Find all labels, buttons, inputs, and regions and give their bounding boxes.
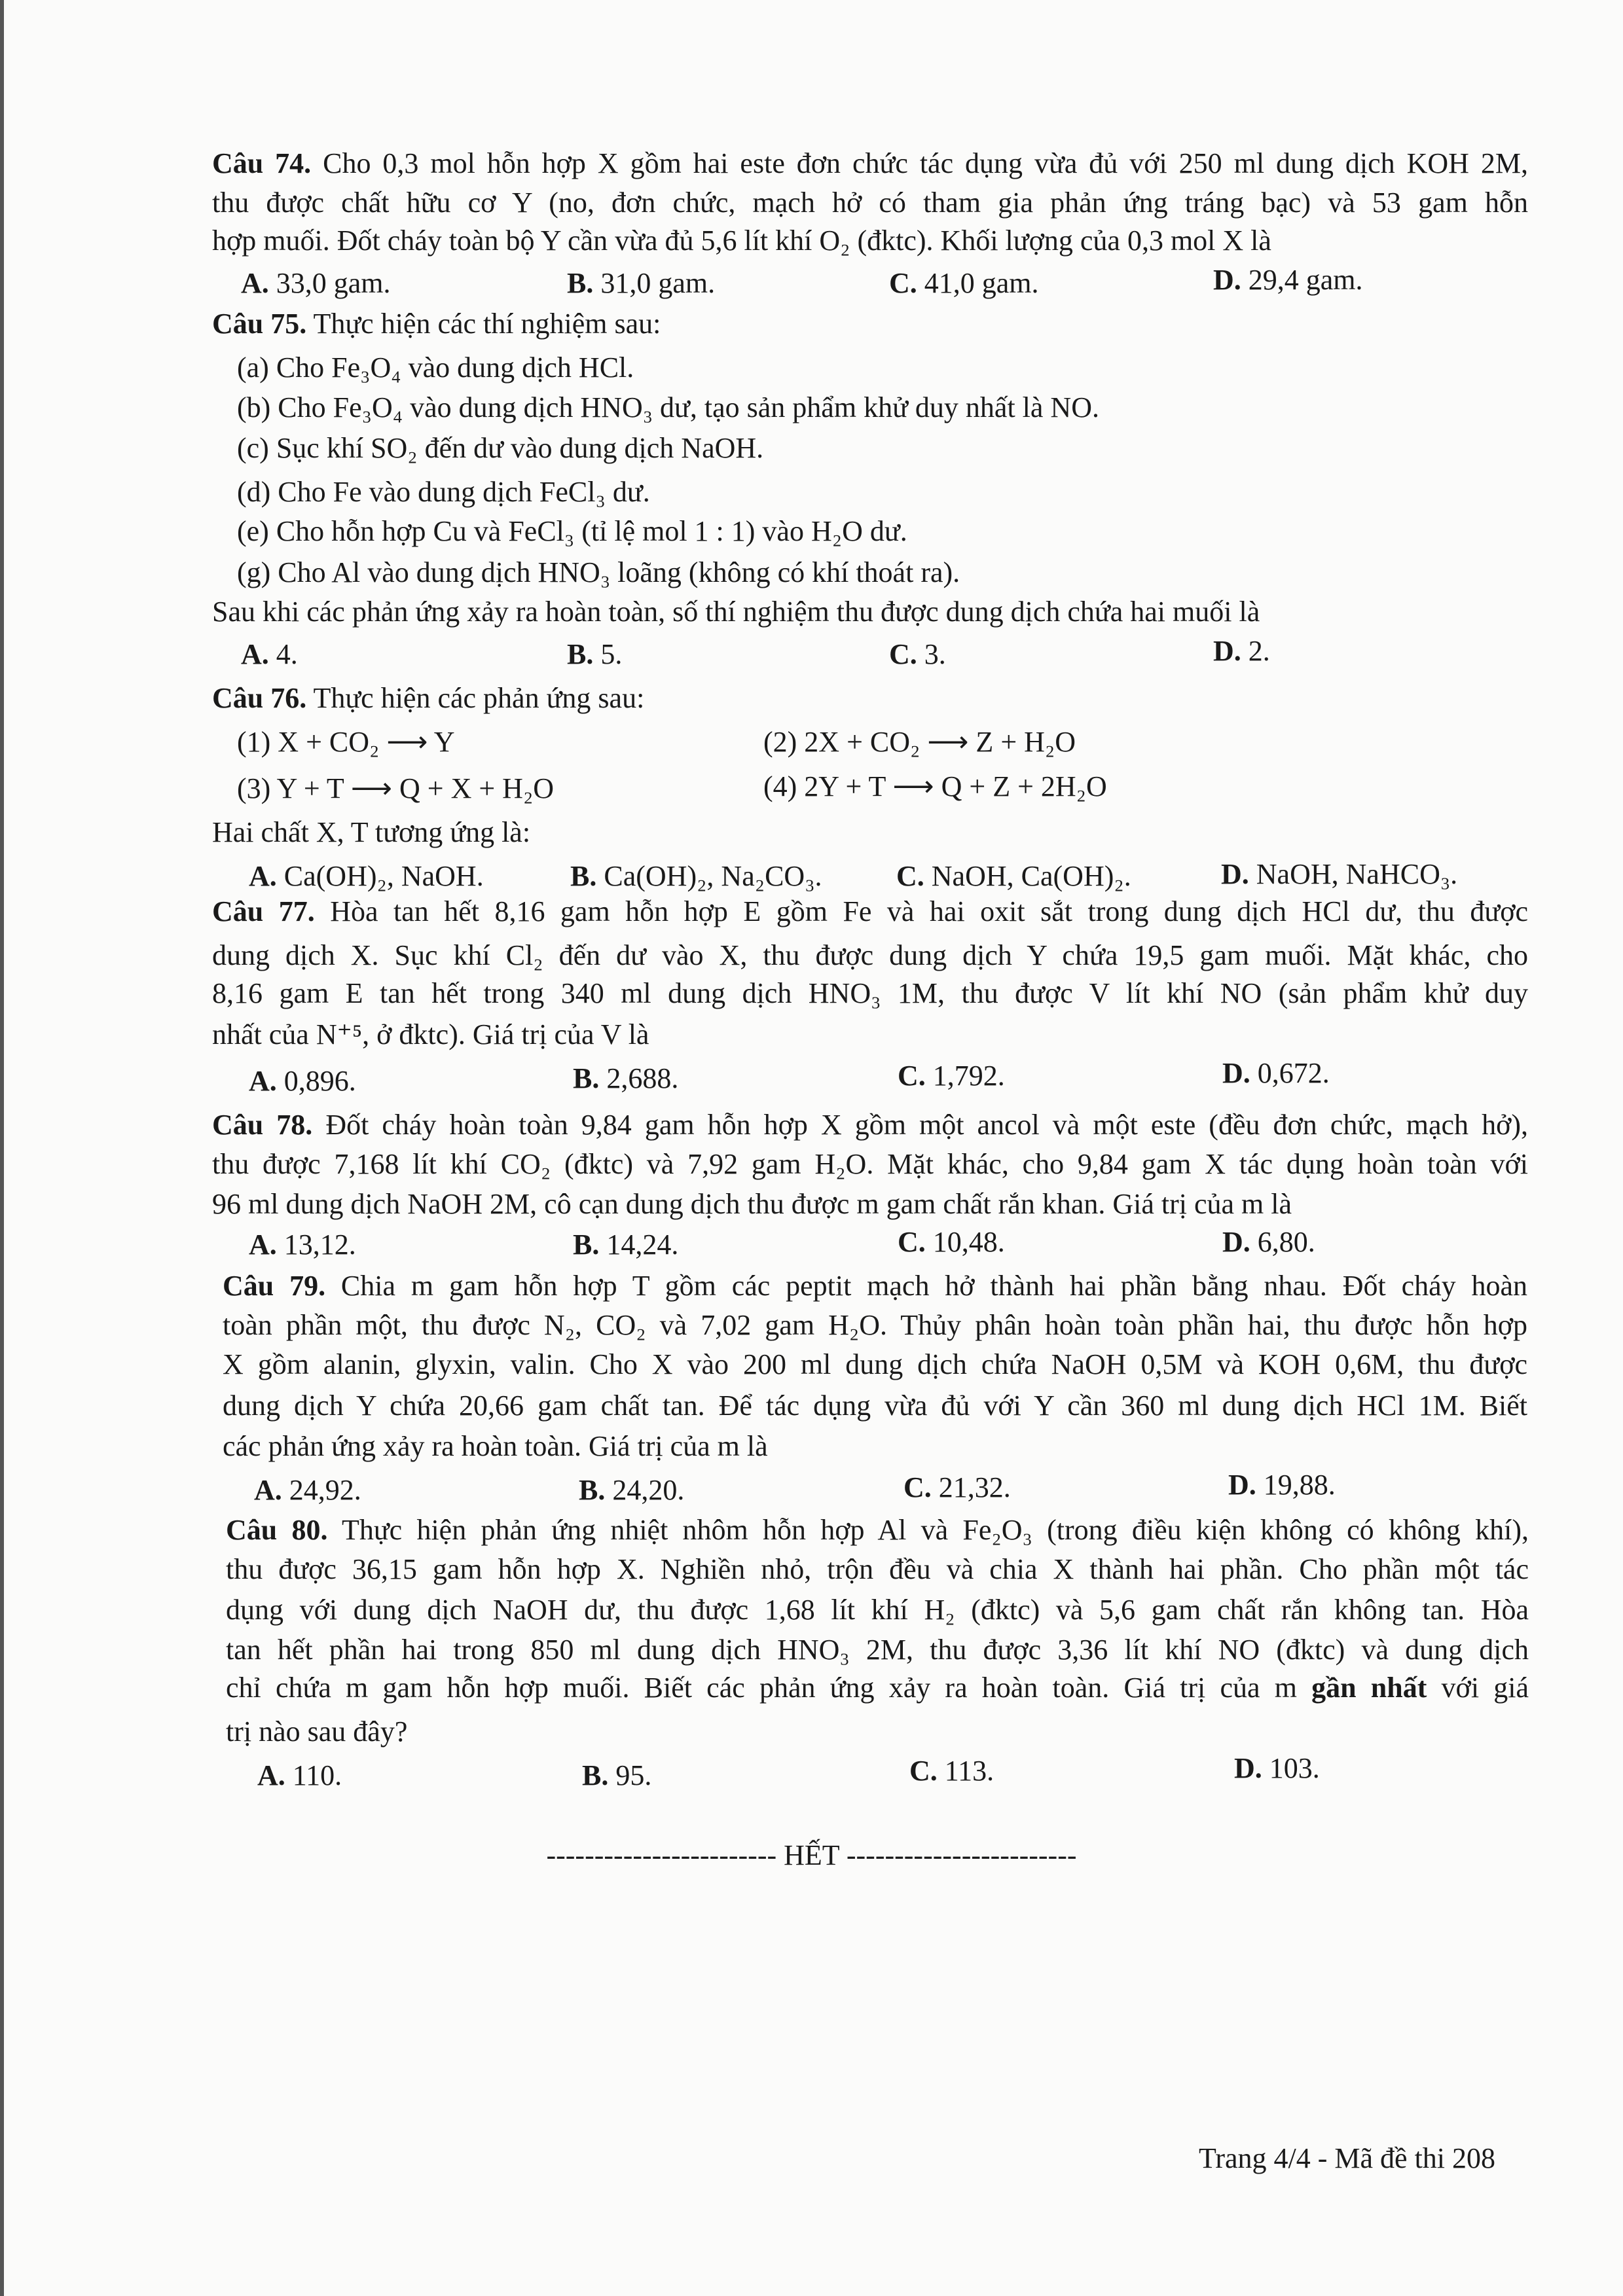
q75-option-a: A. 4. — [241, 638, 298, 670]
q79-line-5: các phản ứng xảy ra hoàn toàn. Giá trị của m là — [223, 1430, 768, 1462]
q77-line-1: Câu 77. Hòa tan hết 8,16 gam hỗn hợp E gồm Fe và hai oxit sắt trong dung dịch HCl dư, thu được — [212, 895, 1528, 927]
q80-line-1: Câu 80. Thực hiện phản ứng nhiệt nhôm hỗn hợp Al và Fe₂O₃ (trong điều kiện không có không khí), — [226, 1514, 1529, 1546]
q79-line-4: dung dịch Y chứa 20,66 gam chất tan. Để tác dụng vừa đủ với Y cần 360 ml dung dịch HCl 1M. Biết — [223, 1390, 1527, 1422]
q78-option-a: A. 13,12. — [249, 1229, 356, 1261]
q74-option-a: A. 33,0 gam. — [241, 267, 391, 299]
emphasis-closest: gần nhất — [1311, 1672, 1427, 1704]
q76-line-1: Câu 76. Thực hiện các phản ứng sau: — [212, 682, 645, 714]
q80-line-2: thu được 36,15 gam hỗn hợp X. Nghiền nhỏ, trộn đều và chia X thành hai phần. Cho phần một tác — [226, 1553, 1529, 1585]
q75-option-d: D. 2. — [1213, 635, 1270, 667]
q76-option-b: B. Ca(OH)₂, Na₂CO₃. — [570, 860, 822, 892]
q74-option-d: D. 29,4 gam. — [1213, 264, 1363, 296]
q79-line-2: toàn phần một, thu được N₂, CO₂ và 7,02 gam H₂O. Thủy phân hoàn toàn phần hai, thu được hỗn hợp — [223, 1309, 1527, 1341]
scan-edge — [0, 0, 4, 2296]
q80-line-3: dụng với dung dịch NaOH dư, thu được 1,68 lít khí H₂ (đktc) và 5,6 gam chất rắn không tan. Hòa — [226, 1594, 1529, 1626]
q79-line-1: Câu 79. Chia m gam hỗn hợp T gồm các peptit mạch hở thành hai phần bằng nhau. Đốt cháy hoàn — [223, 1270, 1527, 1302]
q78-label: Câu 78. — [212, 1109, 313, 1141]
q76-option-d: D. NaOH, NaHCO₃. — [1221, 858, 1458, 890]
q77-option-c: C. 1,792. — [898, 1060, 1005, 1092]
page-footer: Trang 4/4 - Mã đề thi 208 — [1199, 2142, 1496, 2174]
q75-item-c: (c) Sục khí SO₂ đến dư vào dung dịch NaOH. — [237, 432, 764, 464]
q78-line-3: 96 ml dung dịch NaOH 2M, cô cạn dung dịch thu được m gam chất rắn khan. Giá trị của m là — [212, 1188, 1292, 1220]
q80-option-a: A. 110. — [257, 1759, 342, 1791]
q75-line-1: Câu 75. Thực hiện các thí nghiệm sau: — [212, 308, 661, 340]
q80-line-4: tan hết phần hai trong 850 ml dung dịch HNO₃ 2M, thu được 3,36 lít khí NO (đktc) và dung dịch — [226, 1634, 1529, 1666]
q80-line-6: trị nào sau đây? — [226, 1715, 408, 1748]
q76-option-a: A. Ca(OH)₂, NaOH. — [249, 860, 484, 892]
q74-line-2: thu được chất hữu cơ Y (no, đơn chức, mạch hở có tham gia phản ứng tráng bạc) và 53 gam hỗn — [212, 187, 1528, 219]
q79-option-c: C. 21,32. — [903, 1471, 1011, 1503]
q78-option-b: B. 14,24. — [573, 1229, 679, 1261]
q75-item-g: (g) Cho Al vào dung dịch HNO₃ loãng (không có khí thoát ra). — [237, 556, 960, 588]
end-marker: ------------------------ HẾT ------------------------ — [546, 1839, 1077, 1871]
q79-option-b: B. 24,20. — [579, 1474, 685, 1506]
q79-label: Câu 79. — [223, 1270, 326, 1302]
q80-option-d: D. 103. — [1234, 1752, 1320, 1784]
q75-item-a: (a) Cho Fe₃O₄ vào dung dịch HCl. — [237, 351, 634, 384]
q79-option-a: A. 24,92. — [254, 1474, 361, 1506]
q75-item-d: (d) Cho Fe vào dung dịch FeCl₃ dư. — [237, 476, 650, 508]
q77-line-4: nhất của N⁺⁵, ở đktc). Giá trị của V là — [212, 1018, 649, 1050]
q74-line-3: hợp muối. Đốt cháy toàn bộ Y cần vừa đủ 5,6 lít khí O₂ (đktc). Khối lượng của 0,3 mol X là — [212, 224, 1271, 257]
q76-reaction-3: (3) Y + T ⟶ Q + X + H₂O — [237, 772, 555, 804]
q74-option-b: B. 31,0 gam. — [567, 267, 716, 299]
q77-line-2: dung dịch X. Sục khí Cl₂ đến dư vào X, thu được dung dịch Y chứa 19,5 gam muối. Mặt khác, cho — [212, 939, 1528, 971]
q78-option-d: D. 6,80. — [1222, 1226, 1315, 1258]
q79-line-3: X gồm alanin, glyxin, valin. Cho X vào 200 ml dung dịch chứa NaOH 0,5M và KOH 0,6M, thu được — [223, 1348, 1527, 1380]
q80-option-b: B. 95. — [582, 1759, 652, 1791]
q74-line-1 — [212, 145, 1528, 182]
q80-label: Câu 80. — [226, 1514, 328, 1546]
q80-option-c: C. 113. — [909, 1755, 994, 1787]
q80-line-5: chỉ chứa m gam hỗn hợp muối. Biết các phản ứng xảy ra hoàn toàn. Giá trị của m gần nhất với giá — [226, 1672, 1529, 1704]
q75-option-b: B. 5. — [567, 638, 623, 670]
q76-reaction-2: (2) 2X + CO₂ ⟶ Z + H₂O — [763, 726, 1076, 758]
q75-label: Câu 75. — [212, 308, 307, 340]
q78-line-2: thu được 7,168 lít khí CO₂ (đktc) và 7,92 gam H₂O. Mặt khác, cho 9,84 gam X tác dụng hoàn toàn với — [212, 1148, 1528, 1180]
q75-question: Sau khi các phản ứng xảy ra hoàn toàn, số thí nghiệm thu được dung dịch chứa hai muối là — [212, 596, 1260, 628]
q78-line-1: Câu 78. Đốt cháy hoàn toàn 9,84 gam hỗn hợp X gồm một ancol và một este (đều đơn chức, mạch hở), — [212, 1109, 1528, 1141]
q75-option-c: C. 3. — [889, 638, 946, 670]
q74-option-c: C. 41,0 gam. — [889, 267, 1039, 299]
q76-question: Hai chất X, T tương ứng là: — [212, 816, 531, 848]
q75-item-e: (e) Cho hỗn hợp Cu và FeCl₃ (tỉ lệ mol 1 : 1) vào H₂O dư. — [237, 515, 907, 547]
q76-label: Câu 76. — [212, 682, 307, 714]
q77-option-d: D. 0,672. — [1222, 1057, 1330, 1089]
q75-item-b: (b) Cho Fe₃O₄ vào dung dịch HNO₃ dư, tạo sản phẩm khử duy nhất là NO. — [237, 391, 1099, 423]
q76-option-c: C. NaOH, Ca(OH)₂. — [896, 860, 1131, 892]
q78-option-c: C. 10,48. — [898, 1226, 1005, 1258]
q77-label: Câu 77. — [212, 895, 315, 927]
q79-option-d: D. 19,88. — [1228, 1469, 1336, 1501]
q74-label: Câu 74. — [212, 147, 312, 179]
q74-text: Cho 0,3 mol hỗn hợp X gồm hai este đơn chức tác dụng vừa đủ với 250 ml dung dịch KOH 2M, — [311, 147, 1529, 179]
q76-reaction-1: (1) X + CO₂ ⟶ Y — [237, 726, 455, 758]
q77-option-a: A. 0,896. — [249, 1065, 356, 1097]
q77-line-3: 8,16 gam E tan hết trong 340 ml dung dịch HNO₃ 1M, thu được V lít khí NO (sản phẩm khử duy — [212, 977, 1528, 1009]
q77-option-b: B. 2,688. — [573, 1062, 679, 1094]
q76-reaction-4: (4) 2Y + T ⟶ Q + Z + 2H₂O — [763, 770, 1107, 802]
